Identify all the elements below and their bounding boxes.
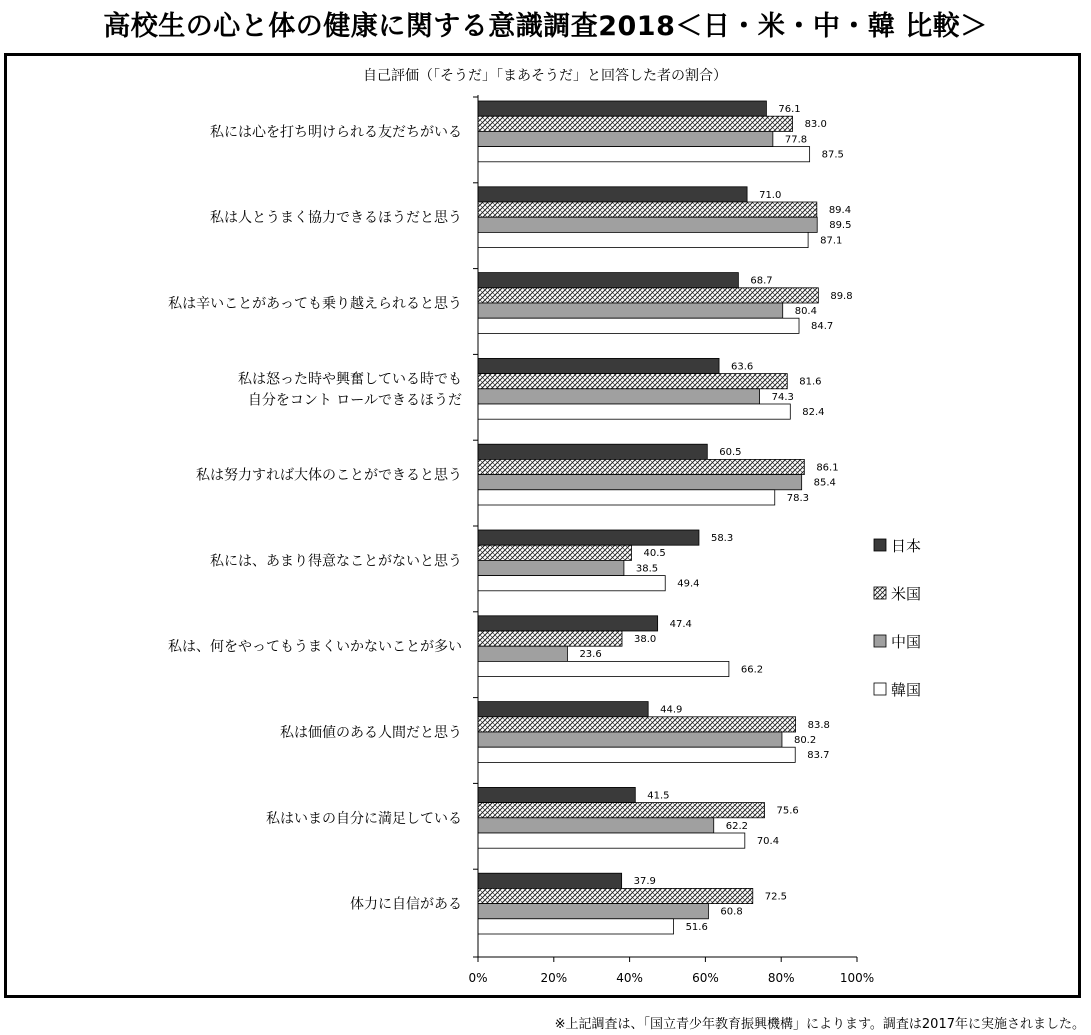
data-label: 85.4 (813, 477, 836, 489)
bar-韓国 (478, 919, 674, 934)
category-label: 体力に自信がある (350, 896, 462, 913)
category-label: 私は努力すれば大体のことができると思う (196, 467, 462, 484)
bar-中国 (478, 217, 817, 232)
bar-韓国 (478, 490, 775, 505)
legend-swatch-中国 (874, 635, 886, 647)
legend-swatch-米国 (874, 587, 886, 599)
bar-日本 (478, 187, 747, 202)
data-label: 76.1 (778, 104, 801, 115)
data-label: 37.9 (633, 876, 656, 888)
x-tick-label: 40% (616, 971, 643, 985)
bar-日本 (478, 787, 635, 802)
x-tick-label: 80% (767, 971, 795, 985)
bar-日本 (478, 358, 719, 373)
data-label: 68.7 (750, 275, 773, 287)
x-tick-label: 0% (468, 971, 488, 985)
data-label: 87.1 (820, 235, 843, 247)
bar-韓国 (478, 232, 808, 247)
data-label: 86.1 (816, 462, 839, 474)
bar-米国 (478, 288, 818, 303)
legend-label: 米国 (891, 585, 922, 603)
bar-米国 (478, 202, 817, 217)
data-label: 74.3 (771, 391, 794, 403)
bar-韓国 (478, 747, 795, 762)
bar-韓国 (478, 576, 665, 591)
data-label: 72.5 (764, 891, 788, 903)
bar-中国 (478, 303, 783, 318)
data-label: 38.0 (634, 634, 657, 645)
data-label: 60.5 (719, 447, 742, 459)
data-label: 83.7 (807, 750, 830, 762)
category-label: 自分をコント ロールできるほうだ (247, 392, 462, 409)
category-label: 私には、あまり得意なことがないと思う (210, 553, 462, 570)
bar-米国 (478, 545, 631, 560)
data-label: 77.8 (784, 134, 808, 146)
x-tick-label: 100% (839, 971, 875, 985)
page-title: 高校生の心と体の健康に関する意識調査2018＜日・米・中・韓 比較＞ (103, 11, 988, 42)
data-label: 80.4 (794, 306, 817, 317)
data-label: 58.3 (710, 533, 734, 544)
data-label: 87.5 (821, 149, 844, 161)
data-label: 62.2 (725, 820, 749, 832)
category-label: 私は、何をやってもうまくいかないことが多い (168, 639, 462, 656)
bar-韓国 (478, 318, 799, 333)
data-label: 82.4 (802, 407, 825, 418)
bar-米国 (478, 631, 622, 646)
category-label: 私は価値のある人間だと思う (280, 725, 462, 741)
bar-中国 (478, 475, 802, 490)
bar-韓国 (478, 404, 790, 419)
legend-label: 日本 (891, 537, 922, 555)
data-label: 84.7 (811, 321, 834, 333)
data-label: 41.5 (647, 790, 670, 802)
footnote: ※上記調査は、「国立青少年教育振興機構」によります。調査は2017年に実施されました。 (554, 1017, 1085, 1032)
bar-米国 (478, 888, 753, 903)
legend-label: 中国 (891, 633, 922, 651)
data-label: 89.4 (828, 205, 852, 216)
bar-中国 (478, 646, 567, 661)
data-label: 60.8 (720, 906, 743, 918)
bar-米国 (478, 803, 765, 818)
bar-中国 (478, 131, 773, 146)
bar-日本 (478, 101, 766, 116)
bar-日本 (478, 530, 699, 545)
legend-label: 韓国 (891, 681, 922, 699)
data-label: 75.6 (776, 805, 799, 817)
bar-日本 (478, 444, 707, 459)
bar-日本 (478, 873, 622, 888)
bar-韓国 (478, 833, 745, 848)
data-label: 47.4 (669, 618, 692, 630)
data-label: 70.4 (756, 836, 780, 847)
chart-title: 自己評価（「そうだ」「まあそうだ」と回答した者の割合） (363, 68, 727, 84)
bar-中国 (478, 904, 708, 919)
bar-米国 (478, 717, 796, 732)
data-label: 49.4 (677, 578, 700, 590)
legend-swatch-日本 (874, 539, 886, 551)
data-label: 71.0 (759, 189, 782, 201)
bar-中国 (478, 389, 760, 404)
x-tick-label: 60% (692, 971, 719, 985)
category-label: 私は辛いことがあっても乗り越えられると思う (168, 296, 462, 312)
category-label: 私は人とうまく協力できるほうだと思う (210, 210, 462, 227)
bar-日本 (478, 702, 648, 717)
category-label: 私はいまの自分に満足している (266, 810, 462, 827)
data-label: 81.6 (799, 376, 822, 388)
bar-米国 (478, 459, 804, 474)
bar-韓国 (478, 147, 810, 162)
legend-swatch-韓国 (874, 683, 886, 695)
bar-中国 (478, 560, 624, 575)
data-label: 80.2 (793, 735, 817, 746)
category-label: 私は怒った時や興奮している時でも (238, 371, 462, 388)
data-label: 89.5 (829, 220, 852, 232)
data-label: 78.3 (786, 492, 810, 504)
data-label: 83.0 (804, 119, 827, 131)
data-label: 89.8 (830, 290, 853, 302)
category-label: 私には心を打ち明けられる友だちがいる (210, 124, 462, 141)
bar-日本 (478, 616, 658, 631)
bar-中国 (478, 732, 782, 747)
x-tick-label: 20% (540, 971, 568, 985)
data-label: 51.6 (685, 921, 708, 933)
data-label: 63.6 (731, 361, 754, 373)
data-label: 40.5 (643, 548, 666, 560)
bar-米国 (478, 374, 787, 389)
data-label: 44.9 (660, 704, 683, 716)
data-label: 38.5 (635, 563, 659, 575)
bar-中国 (478, 818, 714, 833)
data-label: 23.6 (579, 649, 602, 661)
bar-米国 (478, 116, 793, 131)
data-label: 66.2 (740, 664, 764, 676)
bar-日本 (478, 273, 738, 288)
data-label: 83.8 (807, 719, 830, 731)
bar-韓国 (478, 661, 729, 676)
